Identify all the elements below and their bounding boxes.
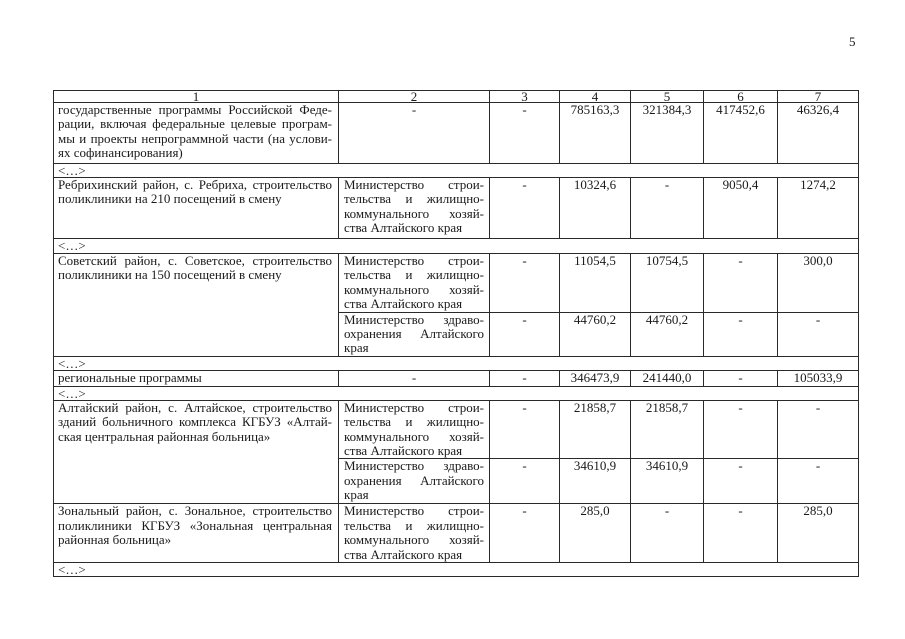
agency-cell — [339, 400, 490, 459]
value-col5: 44760,2 — [631, 312, 704, 356]
value-col6: - — [704, 459, 778, 504]
program-name-cell — [54, 178, 339, 239]
agency-cell — [339, 312, 490, 356]
value-col4: 34610,9 — [560, 459, 631, 504]
value-col7: - — [778, 459, 859, 504]
agency-line: охранения Алтайского — [344, 472, 484, 488]
agency-line: тельства и жилищно- — [344, 267, 484, 283]
agency-line: Министерство строи- — [344, 177, 484, 192]
agency-line: - — [411, 370, 417, 385]
agency-line: коммунального хозяй- — [344, 532, 484, 548]
program-name-line: поликлиники на 150 посещений в смену — [58, 267, 282, 283]
value-col5: - — [631, 504, 704, 563]
value-col6: 417452,6 — [704, 103, 778, 164]
agency-line: Министерство здраво- — [344, 312, 484, 327]
agency-line: тельства и жилищно- — [344, 191, 484, 207]
value-col3: - — [490, 370, 560, 386]
program-name-cell — [54, 370, 339, 386]
agency-line: Министерство строи- — [344, 400, 484, 415]
value-col5: - — [631, 178, 704, 239]
value-col5: 321384,3 — [631, 103, 704, 164]
agency-line: края — [344, 487, 369, 503]
value-col6: - — [704, 504, 778, 563]
value-col5: 34610,9 — [631, 459, 704, 504]
program-name-line: региональные программы — [58, 370, 202, 385]
value-col6: 9050,4 — [704, 178, 778, 239]
omitted-marker: <…> — [54, 356, 859, 370]
value-col7: 285,0 — [778, 504, 859, 563]
omitted-row — [54, 356, 859, 370]
program-name-line: поликлиники на 210 посещений в смену — [58, 191, 282, 207]
value-col7: 300,0 — [778, 254, 859, 313]
table-row — [54, 103, 859, 164]
agency-cell — [339, 370, 490, 386]
value-col4: 10324,6 — [560, 178, 631, 239]
program-name-line: государственные программы Российской Феде- — [58, 102, 332, 117]
program-name-cell — [54, 504, 339, 563]
column-number-7: 7 — [778, 91, 859, 103]
value-col3: - — [490, 103, 560, 164]
program-name-line: Алтайский район, с. Алтайское, строительство — [58, 400, 332, 415]
agency-line: ства Алтайского края — [344, 296, 463, 312]
program-name-cell — [54, 103, 339, 164]
program-name-line: ская центральная районная больница» — [58, 428, 271, 444]
column-number-1: 1 — [54, 91, 339, 103]
program-name-line: поликлиники КГБУЗ «Зональная центральная — [58, 517, 332, 533]
table-row — [54, 400, 859, 459]
value-col4: 785163,3 — [560, 103, 631, 164]
program-name-line: рации, включая федеральные целевые програм- — [58, 116, 332, 132]
value-col5: 21858,7 — [631, 400, 704, 459]
value-col6: - — [704, 400, 778, 459]
omitted-row — [54, 239, 859, 254]
agency-line: ства Алтайского края — [344, 220, 463, 236]
page-number: 5 — [849, 34, 856, 49]
agency-cell — [339, 254, 490, 313]
value-col7: 1274,2 — [778, 178, 859, 239]
program-name-line: Зональный район, с. Зональное, строительство — [58, 503, 332, 519]
agency-line: Министерство здраво- — [344, 458, 484, 474]
agency-line: коммунального хозяй- — [344, 281, 484, 297]
value-col4: 346473,9 — [560, 370, 631, 386]
program-name-line: районная больница» — [58, 532, 172, 548]
program-name-cell — [54, 254, 339, 357]
value-col6: - — [704, 312, 778, 356]
agency-line: коммунального хозяй- — [344, 428, 484, 444]
value-col3: - — [490, 459, 560, 504]
value-col7: - — [778, 312, 859, 356]
header-row — [54, 91, 859, 103]
omitted-row — [54, 164, 859, 178]
agency-line: Министерство строи- — [344, 503, 484, 519]
value-col4: 11054,5 — [560, 254, 631, 313]
omitted-marker: <…> — [54, 164, 859, 178]
budget-table — [53, 90, 859, 577]
program-name-line: зданий больничного комплекса КГБУЗ «Алтай- — [58, 414, 332, 430]
agency-line: ства Алтайского края — [344, 546, 463, 562]
value-col6: - — [704, 370, 778, 386]
value-col7: - — [778, 400, 859, 459]
value-col3: - — [490, 400, 560, 459]
agency-line: - — [411, 102, 417, 117]
omitted-marker: <…> — [54, 563, 859, 577]
value-col3: - — [490, 312, 560, 356]
agency-cell — [339, 103, 490, 164]
value-col3: - — [490, 178, 560, 239]
agency-line: Министерство строи- — [344, 253, 484, 268]
column-number-6: 6 — [704, 91, 778, 103]
agency-cell — [339, 459, 490, 504]
value-col4: 21858,7 — [560, 400, 631, 459]
program-name-line: ях софинансирования) — [58, 145, 183, 161]
table-row — [54, 370, 859, 386]
agency-cell — [339, 178, 490, 239]
column-number-2: 2 — [339, 91, 490, 103]
omitted-row — [54, 563, 859, 577]
omitted-row — [54, 386, 859, 400]
agency-line: тельства и жилищно- — [344, 517, 484, 533]
omitted-marker: <…> — [54, 386, 859, 400]
value-col7: 46326,4 — [778, 103, 859, 164]
value-col7: 105033,9 — [778, 370, 859, 386]
agency-line: тельства и жилищно- — [344, 414, 484, 430]
column-number-4: 4 — [560, 91, 631, 103]
agency-line: ства Алтайского края — [344, 443, 463, 459]
table-row — [54, 504, 859, 563]
table-row — [54, 178, 859, 239]
column-number-3: 3 — [490, 91, 560, 103]
program-name-line: Ребрихинский район, с. Ребриха, строительство — [58, 177, 332, 192]
value-col3: - — [490, 504, 560, 563]
value-col5: 10754,5 — [631, 254, 704, 313]
agency-line: коммунального хозяй- — [344, 205, 484, 221]
program-name-cell — [54, 400, 339, 504]
omitted-marker: <…> — [54, 239, 859, 254]
program-name-line: мы и проекты непрограммной части (на услови- — [58, 130, 332, 146]
agency-cell — [339, 504, 490, 563]
agency-line: охранения Алтайского — [344, 326, 484, 342]
value-col4: 44760,2 — [560, 312, 631, 356]
column-number-5: 5 — [631, 91, 704, 103]
value-col5: 241440,0 — [631, 370, 704, 386]
value-col4: 285,0 — [560, 504, 631, 563]
agency-line: края — [344, 340, 369, 356]
program-name-line: Советский район, с. Советское, строительство — [58, 253, 332, 268]
value-col6: - — [704, 254, 778, 313]
table-row — [54, 254, 859, 313]
value-col3: - — [490, 254, 560, 313]
